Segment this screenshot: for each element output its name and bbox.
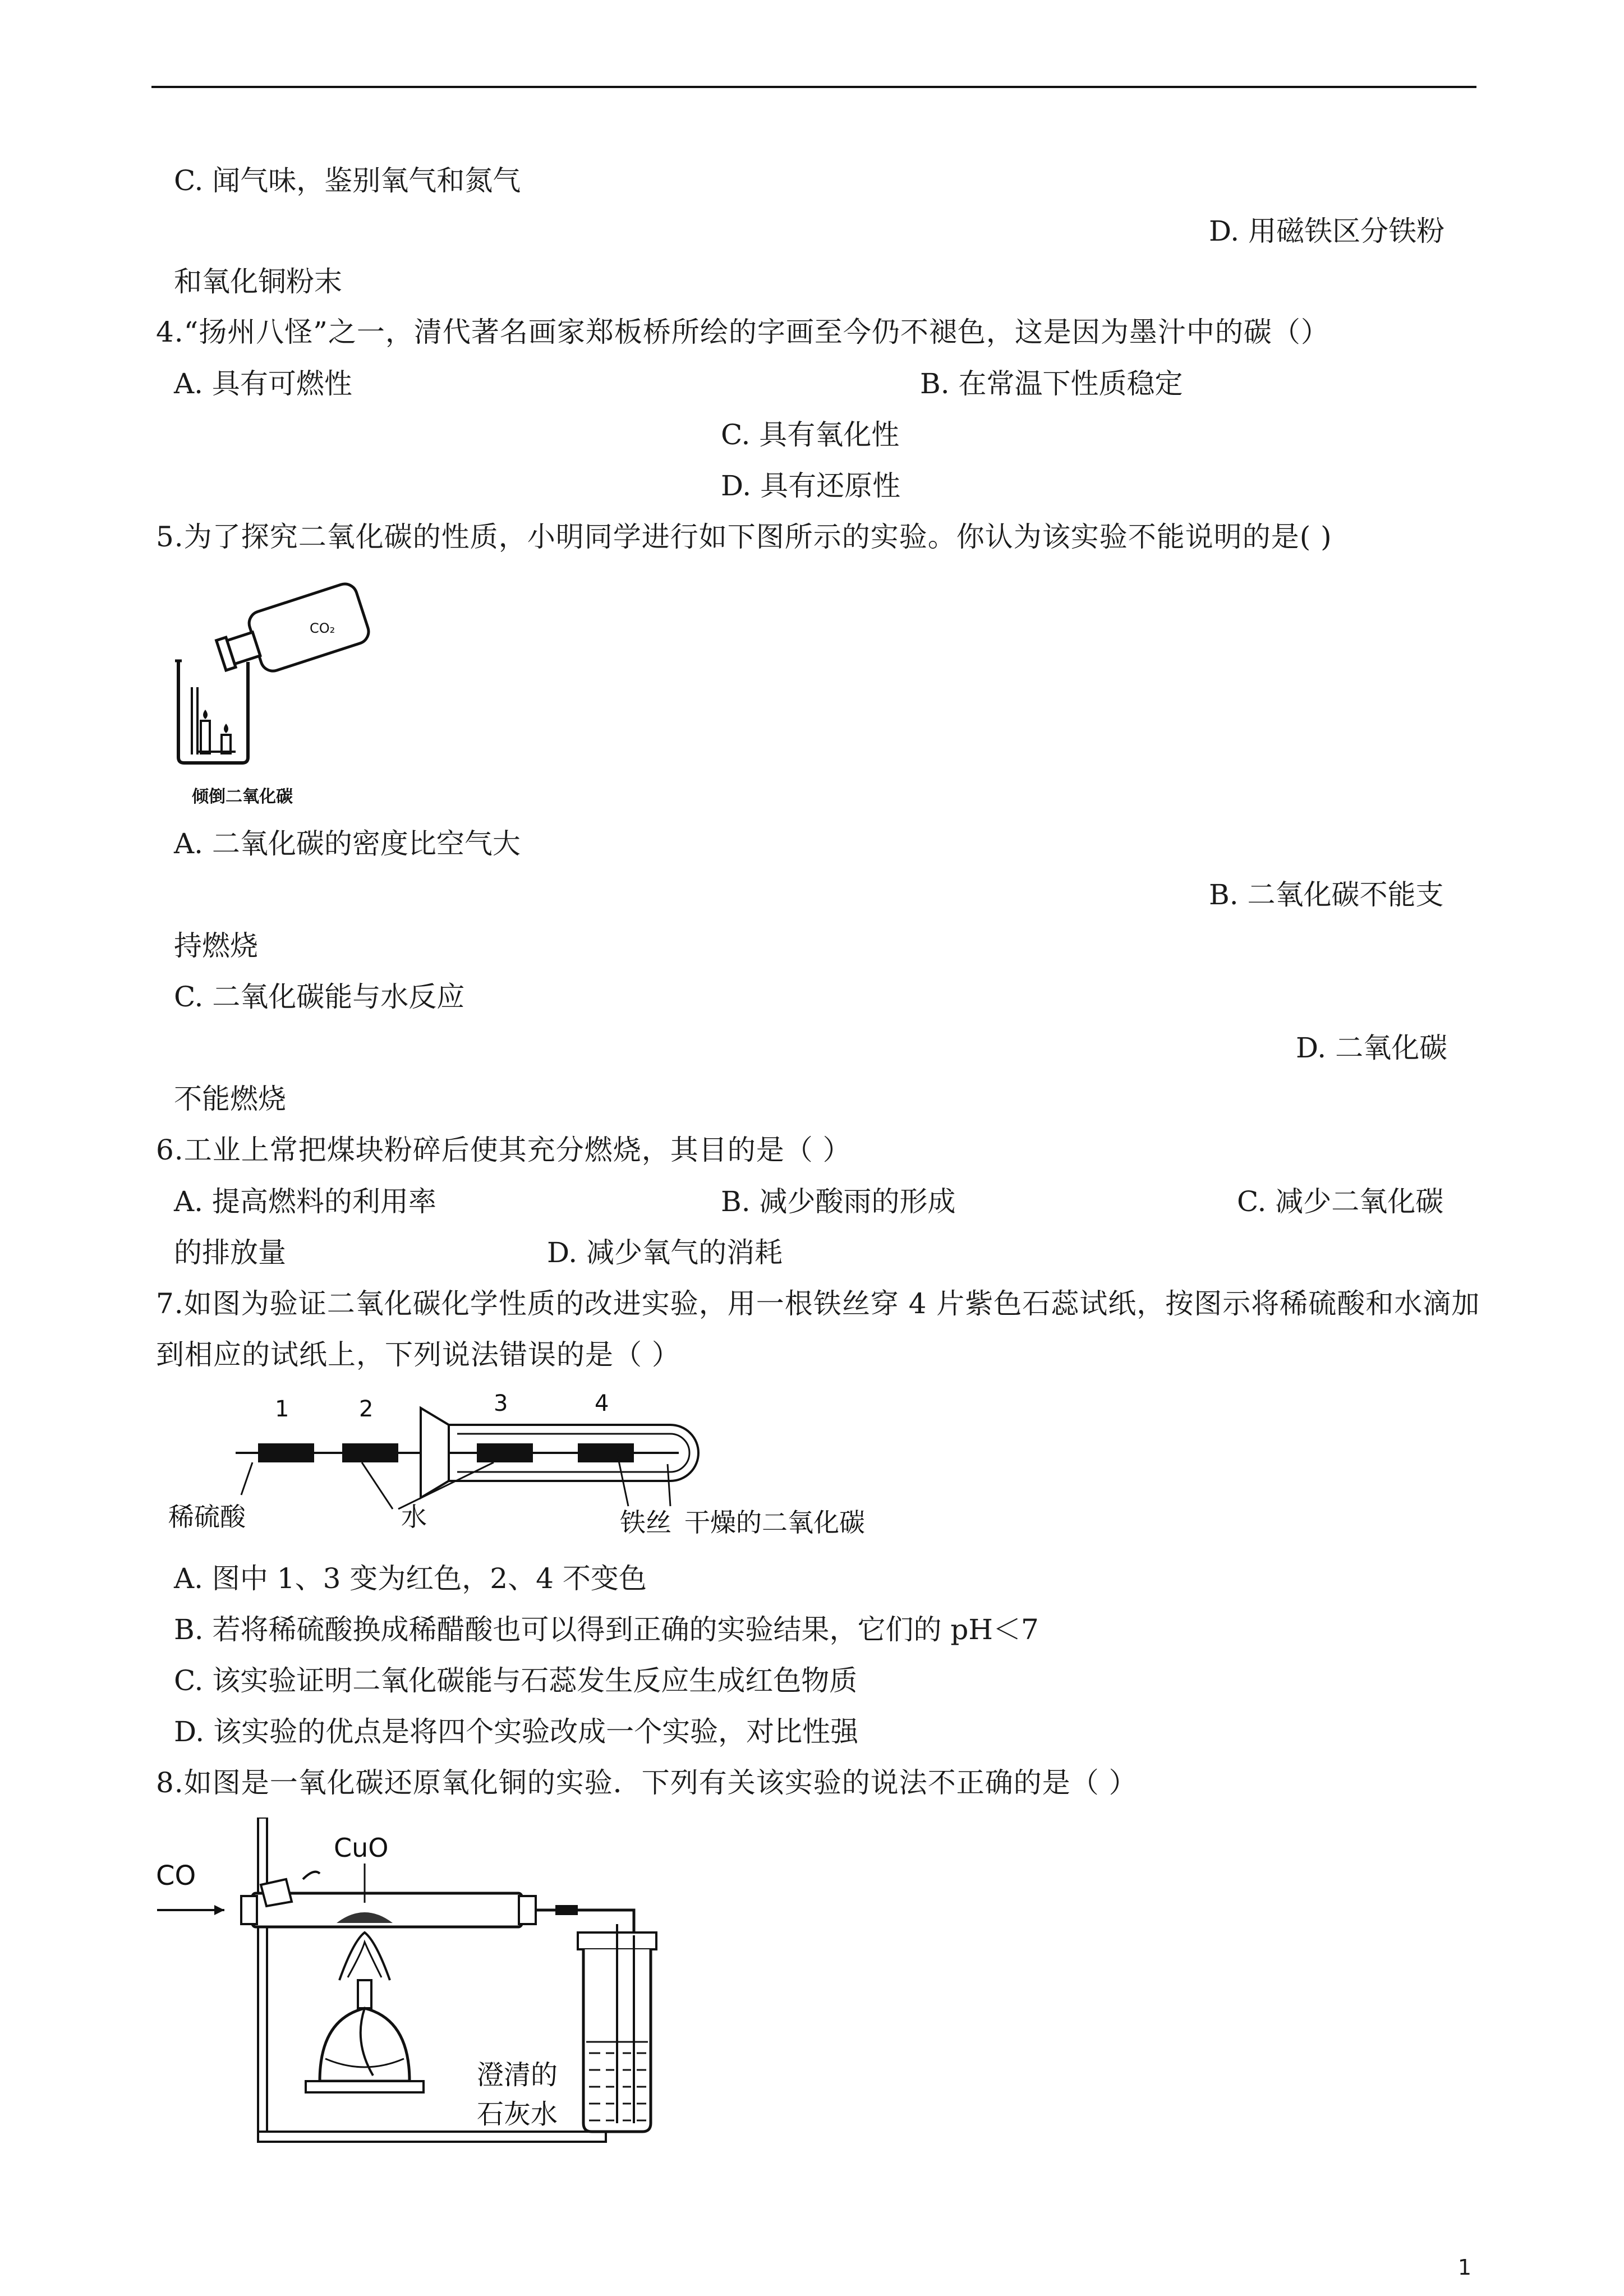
label-dilute-sulfuric-acid: 稀硫酸 [168,1502,246,1532]
page-number: 1 [1457,2255,1471,2280]
q5-option-d-continued: 不能燃烧 [174,1083,286,1115]
q5-figure-caption: 倾倒二氧化碳 [192,787,293,807]
candle-low [201,721,210,753]
q5-option-b: B. 二氧化碳不能支 [1209,878,1444,911]
label-cuo: CuO [334,1833,389,1863]
q8-stem: 8.如图是一氧化碳还原氧化铜的实验．下列有关该实验的说法不正确的是（ ） [156,1766,1138,1799]
label-iron-wire: 铁丝 [620,1507,671,1538]
beaker [178,662,248,763]
q3-option-d: D. 用磁铁区分铁粉 [1209,215,1445,247]
label-water: 水 [401,1502,427,1532]
q7-stem-line-1: 7.如图为验证二氧化碳化学性质的改进实验，用一根铁丝穿 4 片紫色石蕊试纸，按图示将稀硫酸和水滴加 [156,1287,1480,1320]
q4-stem: 4.“扬州八怪”之一，清代著名画家郑板桥所绘的字画至今仍不褪色，这是因为墨汁中的碳（） [156,316,1329,348]
tube-mouth [421,1408,449,1498]
flame [339,1932,390,1980]
q6-stem: 6.工业上常把煤块粉碎后使其充分燃烧，其目的是（ ） [156,1134,852,1166]
label-limewater-line-1: 澄清的 [477,2059,558,2091]
q6-option-c-continued: 的排放量 [174,1236,286,1269]
strip-number-4: 4 [595,1391,609,1416]
q3-option-d-continued: 和氧化铜粉末 [174,265,342,298]
co2-bottle-label: CO₂ [310,620,335,636]
q5-stem: 5.为了探究二氧化碳的性质，小明同学进行如下图所示的实验。你认为该实验不能说明的是( ) [156,521,1332,553]
q6-option-c: C. 减少二氧化碳 [1237,1185,1444,1218]
q5-co2-pouring-figure [168,567,393,813]
co2-bottle [212,581,372,685]
label-co: CO [156,1860,196,1892]
q4-option-b: B. 在常温下性质稳定 [920,367,1183,400]
q8-co-reduction-apparatus-figure [151,1818,679,2154]
q3-option-c: C. 闻气味，鉴别氧气和氮气 [174,164,521,197]
q7-option-b: B. 若将稀硫酸换成稀醋酸也可以得到正确的实验结果，它们的 pH＜7 [174,1613,1039,1646]
litmus-strip-4 [578,1443,634,1462]
q6-option-d: D. 减少氧气的消耗 [547,1236,783,1269]
label-limewater-line-2: 石灰水 [477,2099,558,2130]
strip-number-2: 2 [359,1396,374,1422]
tube-clamp [261,1879,292,1906]
q4-option-c: C. 具有氧化性 [721,418,900,451]
q7-option-a: A. 图中 1、3 变为红色，2、4 不变色 [174,1562,647,1595]
q6-option-b: B. 减少酸雨的形成 [721,1185,956,1218]
q7-stem-line-2: 到相应的试纸上，下列说法错误的是（ ） [156,1338,680,1371]
litmus-strip-3 [477,1443,533,1462]
litmus-strip-2 [342,1443,398,1462]
alcohol-lamp [320,2008,410,2081]
q5-option-c: C. 二氧化碳能与水反应 [174,981,465,1013]
q5-option-d: D. 二氧化碳 [1296,1032,1448,1064]
strip-number-1: 1 [275,1396,289,1422]
iron-stand-rod [258,1818,267,2132]
q7-litmus-wire-figure [163,1391,909,1548]
q5-option-b-continued: 持燃烧 [174,930,258,962]
strip-number-3: 3 [494,1391,508,1416]
iron-stand-base [258,2132,606,2142]
header-rule [151,86,1476,88]
q4-option-a: A. 具有可燃性 [174,367,352,400]
q5-option-a: A. 二氧化碳的密度比空气大 [174,827,521,860]
q4-option-d: D. 具有还原性 [721,470,901,502]
q6-option-a: A. 提高燃料的利用率 [174,1185,436,1218]
q7-option-c: C. 该实验证明二氧化碳能与石蕊发生反应生成红色物质 [174,1664,858,1697]
litmus-strip-1 [258,1443,314,1462]
q7-option-d: D. 该实验的优点是将四个实验改成一个实验，对比性强 [174,1715,859,1748]
label-dry-co2: 干燥的二氧化碳 [684,1507,865,1538]
